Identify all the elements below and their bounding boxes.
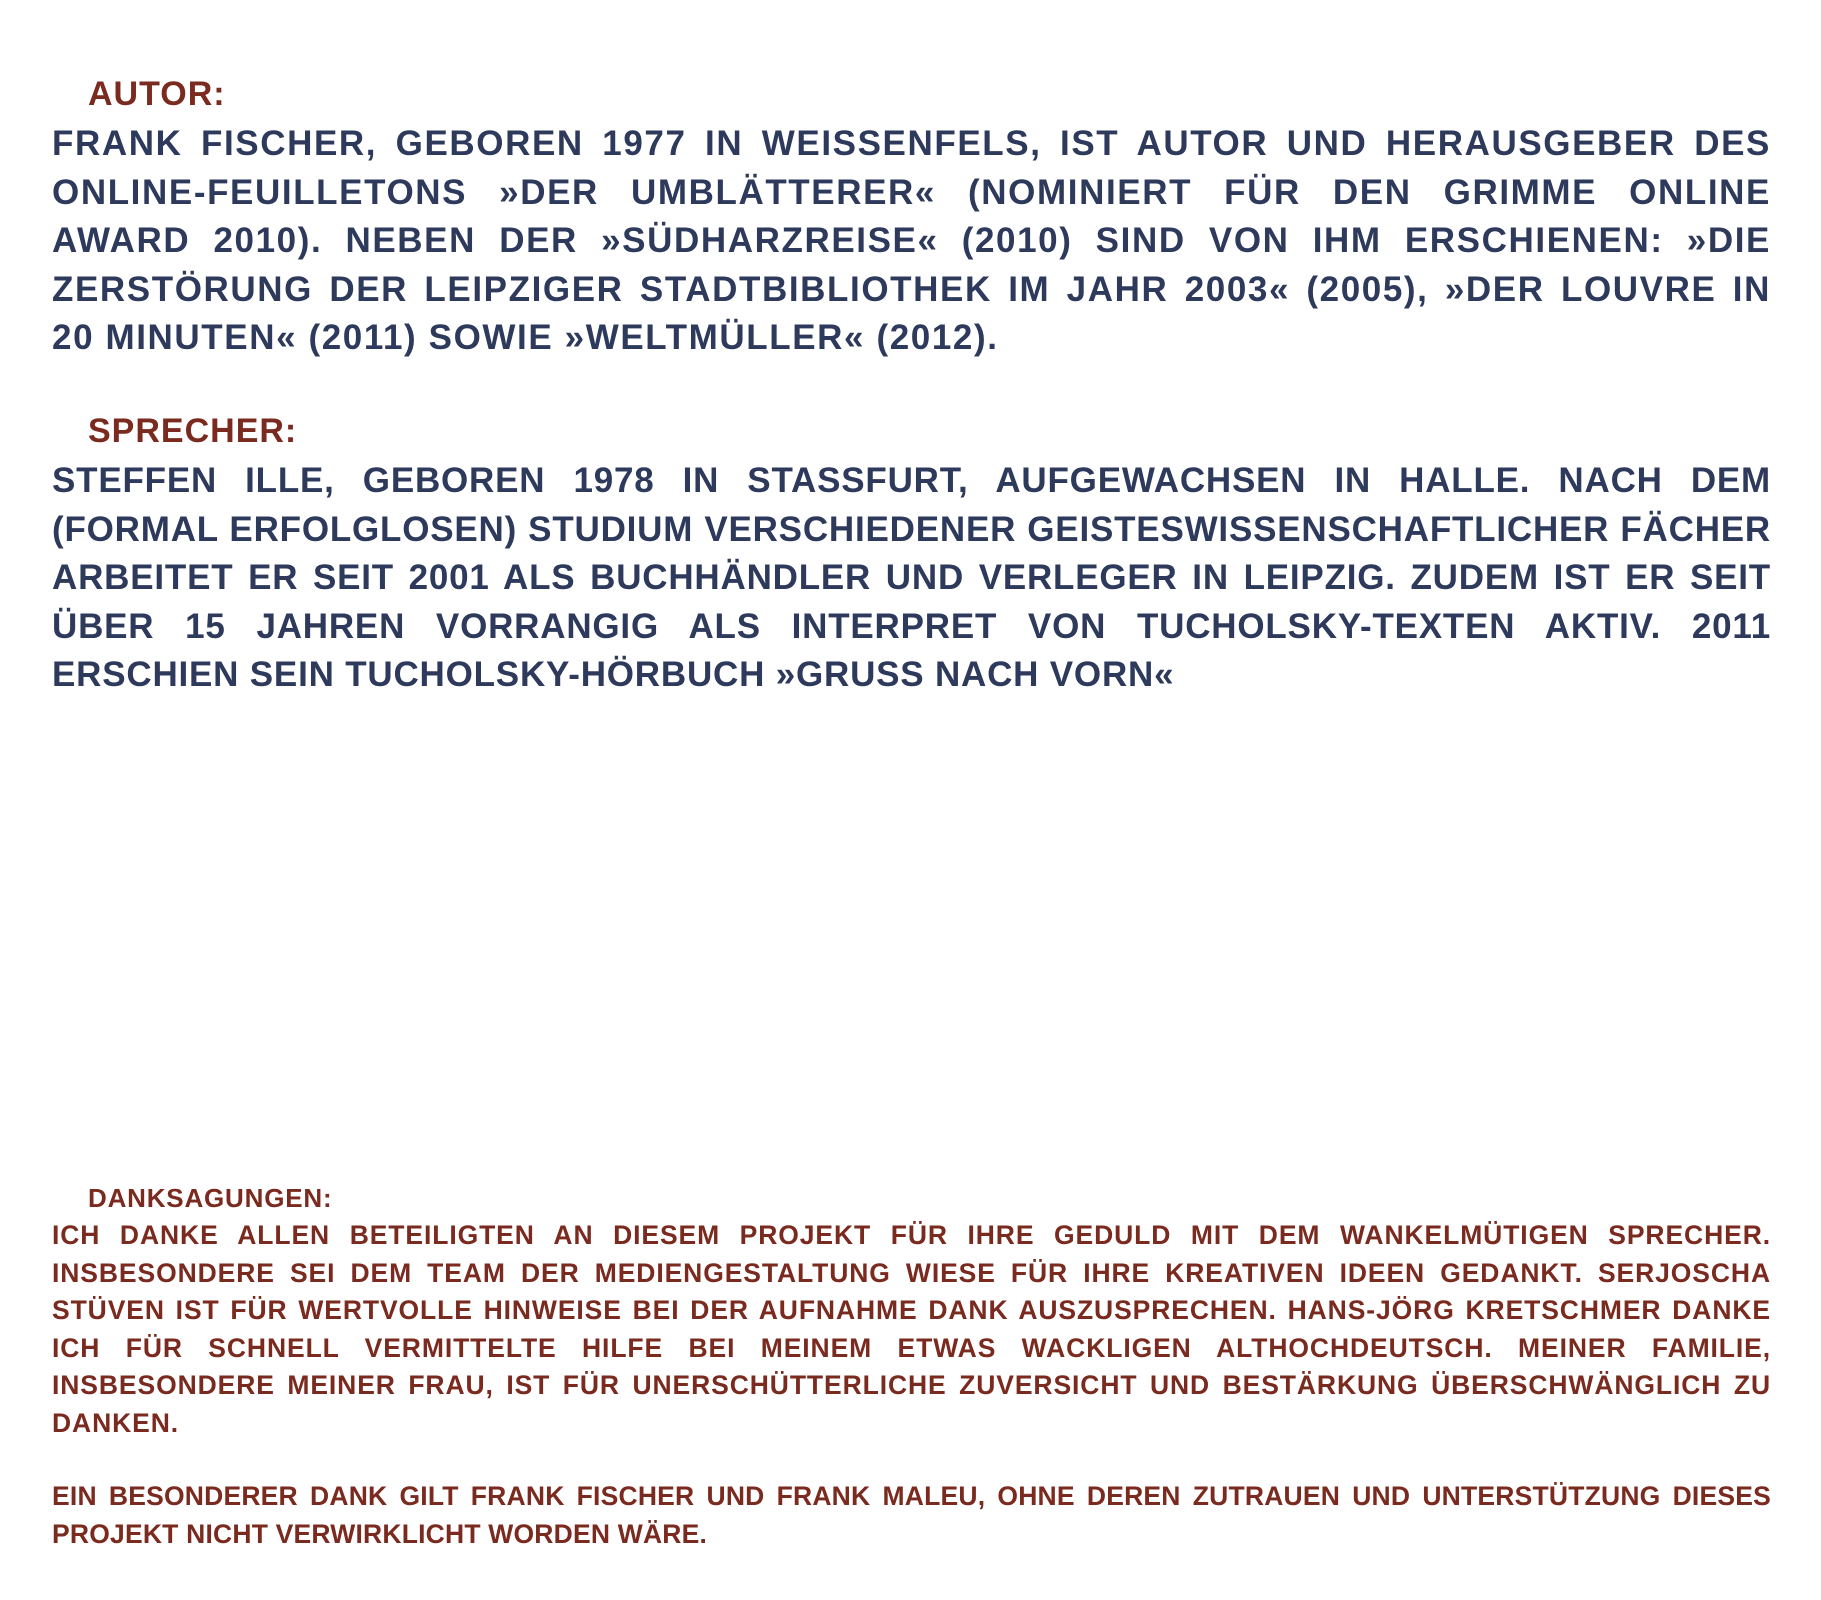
- sprecher-heading: SPRECHER:: [88, 412, 298, 450]
- danksagungen-paragraph-1: ICH DANKE ALLEN BETEILIGTEN AN DIESEM PROJEKT FÜR IHRE GEDULD MIT DEM WANKELMÜTIGEN SPRECHER. INSBESONDERE SEI DEM TEAM DER MEDIENGESTALTUNG WIESE FÜR IHRE KREATIVEN IDEEN GEDANKT. SERJOSCHA STÜVEN IST FÜR WERTVOLLE HINWEISE BEI DER AUFNAHME DANK AUSZUSPRECHEN. HANS-JÖRG KRETSCHMER DANKE ICH FÜR SCHNELL VERMITTELTE HILFE BEI MEINEM ETWAS WACKLIGEN ALTHOCHDEUTSCH. MEINER FAMILIE, INSBESONDERE MEINER FRAU, IST FÜR UNERSCHÜTTERLICHE ZUVERSICHT UND BESTÄRKUNG ÜBERSCHWÄNGLICH ZU DANKEN.: [52, 1220, 1771, 1438]
- autor-heading: AUTOR:: [88, 75, 226, 113]
- danksagungen-paragraph-2: EIN BESONDERER DANK GILT FRANK FISCHER UND FRANK MALEU, OHNE DEREN ZUTRAUEN UND UNTERSTÜTZUNG DIESES PROJEKT NICHT VERWIRKLICHT WORDEN WÄRE.: [52, 1481, 1771, 1549]
- danksagungen-heading: DANKSAGUNGEN:: [88, 1183, 333, 1213]
- sprecher-bio: STEFFEN ILLE, GEBOREN 1978 IN STASSFURT, AUFGEWACHSEN IN HALLE. NACH DEM (FORMAL ERFOLGLOSEN) STUDIUM VERSCHIEDENER GEISTESWISSENSCHAFTLICHER FÄCHER ARBEITET ER SEIT 2001 ALS BUCHHÄNDLER UND VERLEGER IN LEIPZIG. ZUDEM IST ER SEIT ÜBER 15 JAHREN VORRANGIG ALS INTERPRET VON TUCHOLSKY-TEXTEN AKTIV. 2011 ERSCHIEN SEIN TUCHOLSKY-HÖRBUCH »GRUSS NACH VORN«: [52, 461, 1771, 694]
- autor-bio: FRANK FISCHER, GEBOREN 1977 IN WEISSENFELS, IST AUTOR UND HERAUSGEBER DES ONLINE-FEUILLETONS »DER UMBLÄTTERER« (NOMINIERT FÜR DEN GRIMME ONLINE AWARD 2010). NEBEN DER »SÜDHARZREISE« (2010) SIND VON IHM ERSCHIENEN: »DIE ZERSTÖRUNG DER LEIPZIGER STADTBIBLIOTHEK IM JAHR 2003« (2005), »DER LOUVRE IN 20 MINUTEN« (2011) SOWIE »WELTMÜLLER« (2012).: [52, 124, 1771, 357]
